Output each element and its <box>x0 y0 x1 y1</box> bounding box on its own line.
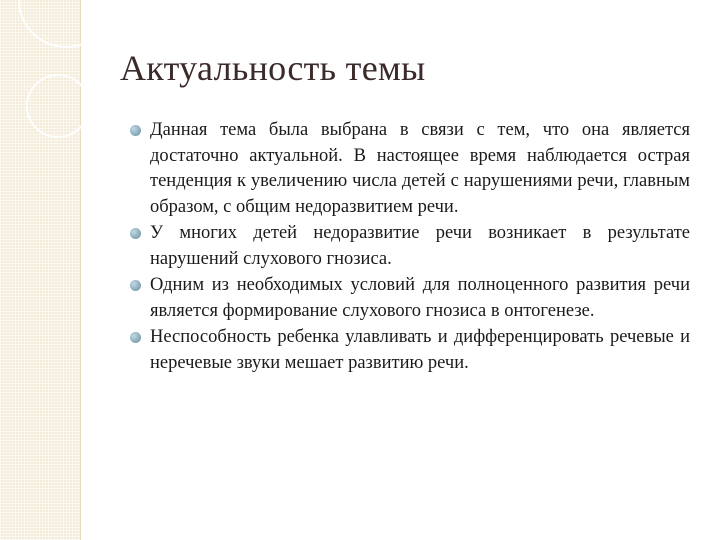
decorative-side-strip <box>0 0 81 540</box>
bullet-item <box>130 273 690 324</box>
bullet-text: Неспособность ребенка улавливать и дифференцировать речевые и неречевые звуки мешает развитию речи. <box>150 327 690 373</box>
bullet-text: У многих детей недоразвитие речи возникает в результате нарушений слухового гнозиса. <box>150 223 690 269</box>
bullet-dot-icon <box>130 228 141 239</box>
bullet-item <box>130 325 690 376</box>
bullet-dot-icon <box>130 125 141 136</box>
bullet-text: Данная тема была выбрана в связи с тем, что она является достаточно актуальной. В настоящее время наблюдается острая тенденция к увеличению числа детей с нарушениями речи, главным образом, с общим недоразвитием речи. <box>150 120 690 217</box>
bullet-text: Одним из необходимых условий для полноценного развития речи является формирование слухового гнозиса в онтогенезе. <box>150 275 690 321</box>
bullet-item <box>130 118 690 220</box>
bullet-list <box>130 118 690 377</box>
bullet-dot-icon <box>130 332 141 343</box>
decorative-ring <box>26 74 90 138</box>
decorative-ring <box>18 0 114 48</box>
bullet-item <box>130 221 690 272</box>
slide-title: Актуальность темы <box>120 48 426 88</box>
bullet-dot-icon <box>130 280 141 291</box>
